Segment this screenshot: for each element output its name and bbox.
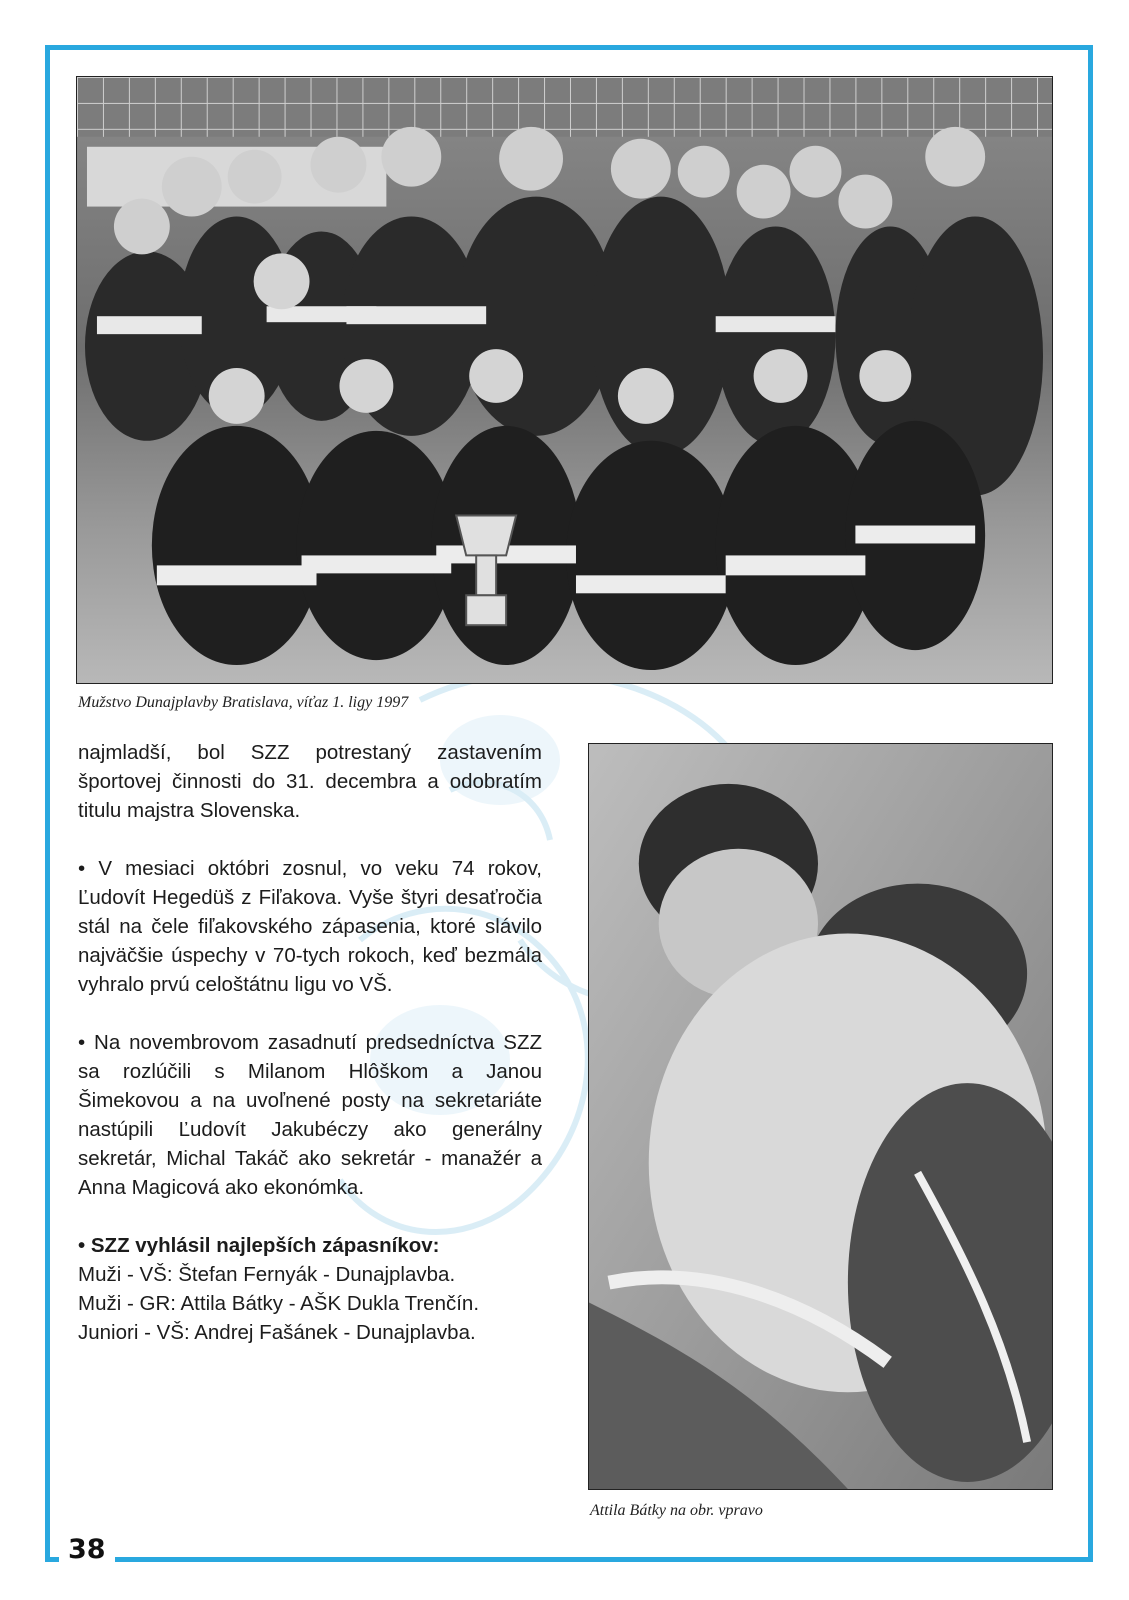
article-paragraph: • V mesiaci októbri zosnul, vo veku 74 rokov, Ľudovít Hegedüš z Fiľakova. Vyše štyri desaťročia stál na čele fiľakovského zápasenia, ktoré slávilo najväčšie úspechy v 70-tych rokoch, keď bezmála vyhralo prvú celoštátnu ligu vo VŠ. <box>78 857 542 996</box>
wrestling-photo <box>588 743 1053 1490</box>
wrestling-photo-caption: Attila Bátky na obr. vpravo <box>590 1502 763 1519</box>
best-wrestler-line: Juniori - VŠ: Andrej Fašánek - Dunajplavba. <box>78 1321 476 1344</box>
team-photo <box>76 76 1053 684</box>
frame-bottom-rule-left <box>45 1557 59 1562</box>
article-column <box>78 738 542 1347</box>
best-wrestler-line: Muži - VŠ: Štefan Fernyák - Dunajplavba. <box>78 1263 456 1286</box>
team-photo-caption: Mužstvo Dunajplavby Bratislava, víťaz 1. ligy 1997 <box>78 694 409 711</box>
best-wrestler-line: Muži - GR: Attila Bátky - AŠK Dukla Trenčín. <box>78 1292 480 1315</box>
article-paragraph: najmladší, bol SZZ potrestaný zastavením športovej činnosti do 31. decembra a odobratím titulu majstra Slovenska. <box>78 741 542 822</box>
article-paragraph: • Na novembrovom zasadnutí predsedníctva SZZ sa rozlúčili s Milanom Hlôškom a Janou Šimekovou a na uvoľnené posty na sekretariáte nastúpili Ľudovít Jakubéczy ako generálny sekretár, Michal Takáč ako sekretár - manažér a Anna Magicová ako ekonómka. <box>78 1031 542 1199</box>
page-number: 38 <box>68 1534 106 1565</box>
best-wrestlers-heading: • SZZ vyhlásil najlepších zápasníkov: <box>78 1234 440 1257</box>
frame-bottom-rule-right <box>115 1557 1093 1562</box>
